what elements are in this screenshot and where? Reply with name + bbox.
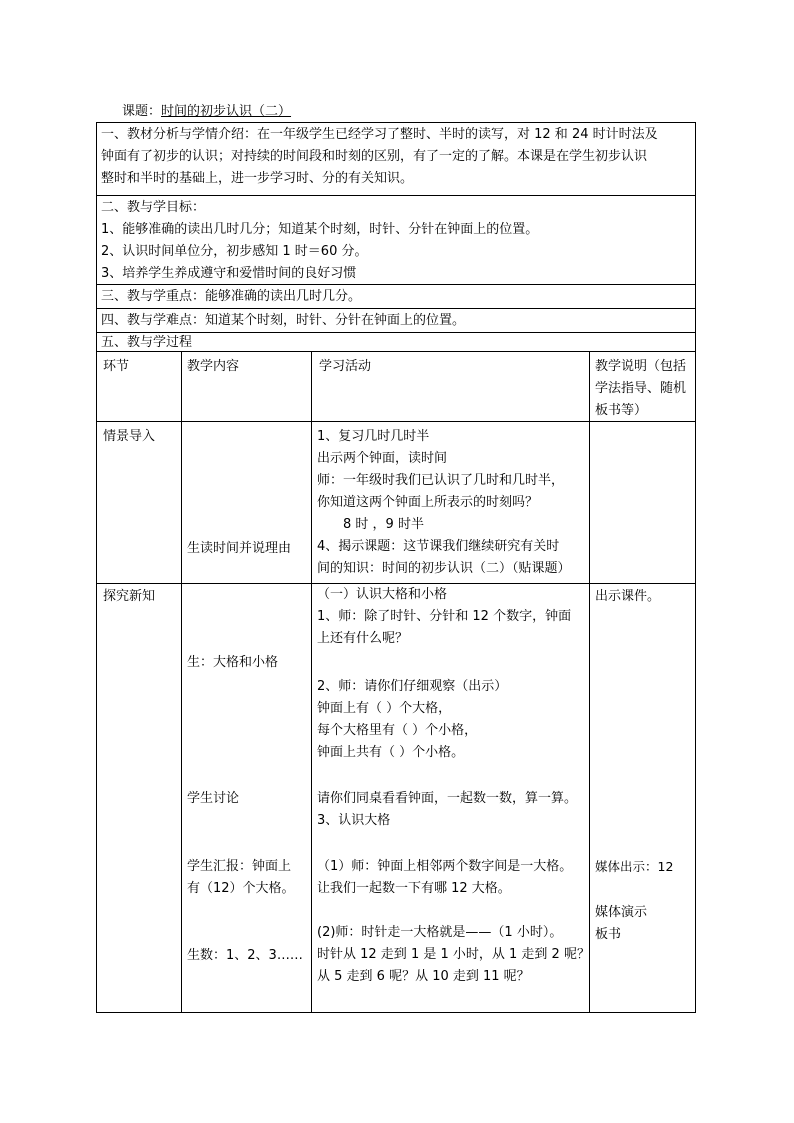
row2-content-a: 生：大格和小格: [187, 655, 279, 670]
section-difficulty: [97, 309, 695, 333]
row2-note-d: 板书: [595, 927, 622, 942]
row2-activity-d: [317, 856, 572, 900]
row2-activity-c: [317, 788, 577, 832]
activity-line: 1、师：除了时针、分针和 12 个数字，钟面: [317, 609, 572, 624]
stage-scene-intro: 情景导入: [103, 429, 156, 444]
column-divider: [311, 352, 312, 1012]
process-text: 五、教与学过程: [101, 335, 193, 350]
activity-line: 从 5 走到 6 呢？从 10 走到 11 呢？: [317, 969, 530, 984]
row2-note-b: 媒体出示：12: [595, 859, 674, 874]
activity-line: 每个大格里有（ ）个小格，: [317, 723, 478, 738]
row2-activity-b: [317, 676, 507, 764]
activity-line: 出示两个钟面，读时间: [317, 451, 448, 466]
header-content: 教学内容: [187, 359, 240, 374]
content-line: 有（12）个大格。: [187, 881, 295, 896]
content-line: 学生汇报：钟面上: [187, 859, 292, 874]
activity-line: 4、揭示课题：这节课我们继续研究有关时: [317, 539, 560, 554]
activity-line: (2)师：时针走一大格就是——（1 小时）。: [317, 925, 563, 940]
row1-activity: [317, 426, 571, 580]
row1-content: 生读时间并说理由: [187, 541, 292, 556]
activity-line: 你知道这两个钟面上所表示的时刻吗？: [317, 495, 539, 510]
row2-activity-a: [317, 584, 571, 650]
activity-line: （1）师：钟面上相邻两个数字间是一大格。: [317, 859, 573, 874]
header-stage: 环节: [103, 359, 130, 374]
difficulty-text: 四、教与学难点：知道某个时刻，时针、分针在钟面上的位置。: [101, 313, 466, 328]
analysis-line: 一、教材分析与学情介绍：在一年级学生已经学习了整时、半时的读写，对 12 和 24 时计时法及: [101, 127, 658, 142]
section-process: [97, 333, 695, 352]
analysis-line: 钟面有了初步的认识；对持续的时间段和时刻的区别，有了一定的了解。本课是在学生初步认识: [101, 149, 648, 164]
row2-note-a: 出示课件。: [595, 589, 661, 604]
activity-line: 钟面上共有（ ）个小格。: [317, 745, 465, 760]
lesson-plan-table: [96, 122, 696, 1013]
lesson-title: [122, 103, 291, 121]
row2-note-c: 媒体演示: [595, 905, 648, 920]
section-key-point: [97, 285, 695, 309]
activity-line: 请你们同桌看看钟面，一起数一数，算一算。: [317, 791, 578, 806]
column-divider: [589, 352, 590, 1012]
activity-line: 师：一年级时我们已认识了几时和几时半，: [317, 473, 565, 488]
activity-line: 3、认识大格: [317, 813, 391, 828]
goals-line: 二、教与学目标：: [101, 200, 206, 215]
goals-line: 3、培养学生养成遵守和爱惜时间的良好习惯: [101, 266, 357, 281]
activity-line: （一）认识大格和小格: [317, 587, 448, 602]
activity-line: 1、复习几时几时半: [317, 429, 430, 444]
title-text: 时间的初步认识（二）: [161, 104, 292, 119]
activity-line: 钟面上有（ ）个大格，: [317, 701, 452, 716]
activity-line: 8 时 ，9 时半: [317, 517, 424, 532]
activity-line: 让我们一起数一下有哪 12 大格。: [317, 881, 511, 896]
title-prefix: 课题：: [122, 104, 162, 119]
row2-content-d: 生数：1、2、3……: [187, 948, 303, 963]
row2-content-b: 学生讨论: [187, 791, 240, 806]
goals-line: 1、能够准确的读出几时几分；知道某个时刻，时针、分针在钟面上的位置。: [101, 222, 539, 237]
column-divider: [181, 352, 182, 1012]
stage-explore-new: 探究新知: [103, 589, 156, 604]
row2-content-c: [187, 856, 295, 900]
activity-line: 2、师：请你们仔细观察（出示）: [317, 679, 508, 694]
goals-line: 2、认识时间单位分，初步感知 1 时＝60 分。: [101, 244, 368, 259]
activity-line: 间的知识：时间的初步认识（二）（贴课题）: [317, 561, 571, 576]
header-notes-line: 教学说明（包括: [595, 359, 687, 374]
analysis-line: 整时和半时的基础上，进一步学习时、分的有关知识。: [101, 171, 414, 186]
row2-activity-e: [317, 922, 590, 988]
key-point-text: 三、教与学重点：能够准确的读出几时几分。: [101, 289, 362, 304]
header-notes: [595, 356, 686, 422]
activity-line: 时针从 12 走到 1 是 1 小时，从 1 走到 2 呢？: [317, 947, 590, 962]
header-notes-line: 板书等）: [595, 403, 648, 418]
header-notes-line: 学法指导、随机: [595, 381, 687, 396]
section-goals: [97, 196, 695, 285]
activity-line: 上还有什么呢？: [317, 631, 409, 646]
header-activity: 学习活动: [319, 359, 372, 374]
section-analysis: [97, 123, 695, 196]
